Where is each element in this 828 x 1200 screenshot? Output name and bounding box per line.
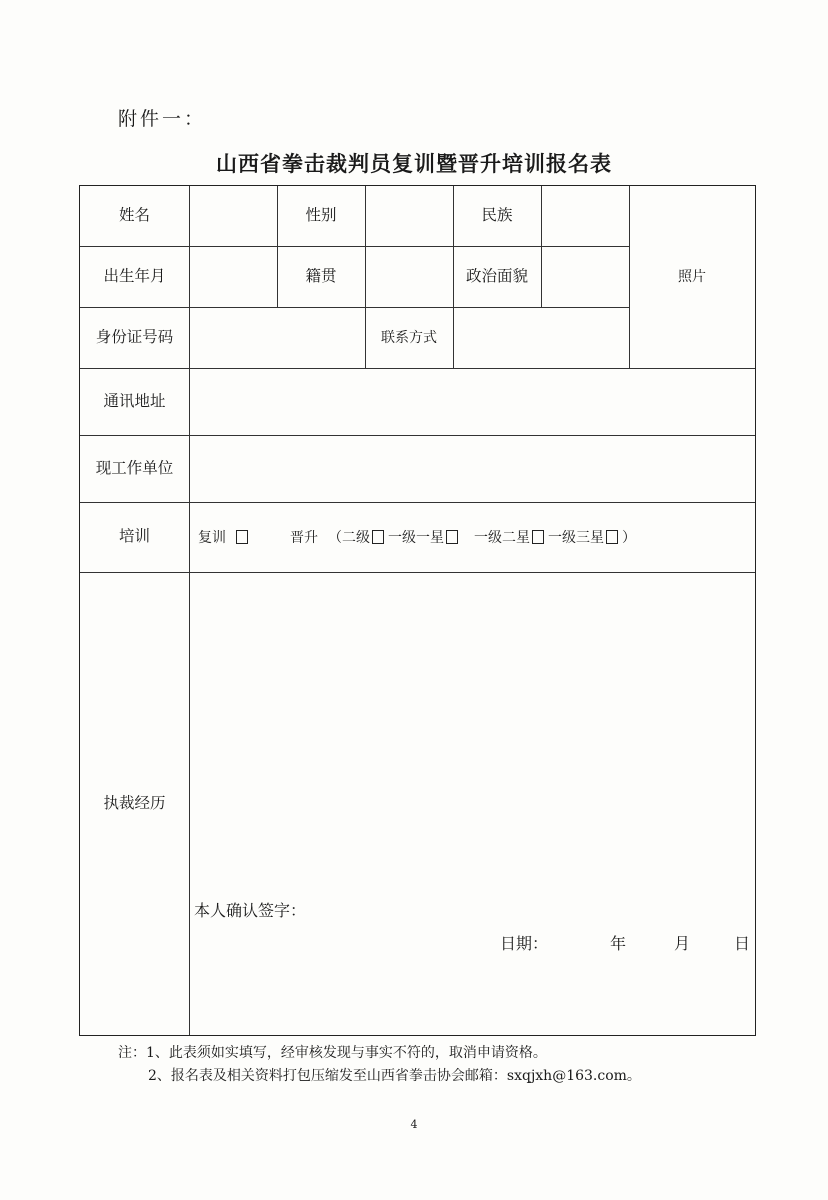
note-line: 2、报名表及相关资料打包压缩发至山西省拳击协会邮箱：sxqjxh@163.com。 (148, 1068, 641, 1084)
signature-label: 本人确认签字： (194, 901, 307, 920)
native-field[interactable] (365, 246, 453, 307)
experience-label: 执裁经历 (103, 793, 166, 812)
id-label: 身份证号码 (95, 327, 174, 346)
name-field[interactable] (189, 186, 277, 246)
address-label: 通讯地址 (103, 391, 166, 410)
gender-label: 性别 (305, 206, 337, 225)
open-paren: （ (328, 530, 342, 546)
year-label: 年 (610, 934, 627, 953)
level-checkbox[interactable] (372, 530, 384, 544)
level-label: 一级三星 (548, 530, 604, 546)
level-label: 一级二星 (474, 530, 530, 546)
work-label: 现工作单位 (95, 458, 174, 477)
page-number: 4 (410, 1118, 418, 1131)
level-label: 二级 (342, 530, 370, 546)
gender-field[interactable] (365, 186, 453, 246)
ethnicity-label: 民族 (481, 206, 513, 225)
attachment-label: 附件一： (118, 108, 207, 130)
political-label: 政治面貌 (465, 266, 528, 285)
retrain-label: 复训 (198, 530, 226, 546)
level-checkbox[interactable] (606, 530, 618, 544)
close-paren: ） (622, 530, 636, 546)
political-field[interactable] (541, 246, 629, 307)
name-label: 姓名 (118, 206, 150, 225)
contact-field[interactable] (453, 307, 629, 368)
note-line: 注：1、此表须如实填写，经审核发现与事实不符的，取消申请资格。 (118, 1045, 547, 1061)
promotion-label: 晋升 (290, 530, 318, 546)
birth-field[interactable] (189, 246, 277, 307)
photo-area[interactable]: 照片 (678, 269, 706, 285)
day-label: 日 (734, 934, 751, 953)
work-field[interactable] (189, 435, 755, 502)
contact-label: 联系方式 (381, 329, 437, 346)
notes (118, 1042, 641, 1088)
ethnicity-field[interactable] (541, 186, 629, 246)
training-label: 培训 (118, 527, 150, 546)
level-checkbox[interactable] (446, 530, 458, 544)
form-title: 山西省拳击裁判员复训暨晋升培训报名表 (216, 151, 612, 176)
registration-form (79, 185, 756, 1036)
retrain-checkbox[interactable] (236, 530, 248, 544)
date-label: 日期： (500, 934, 549, 953)
training-options (198, 527, 636, 547)
native-label: 籍贯 (305, 266, 337, 285)
id-field[interactable] (189, 307, 365, 368)
month-label: 月 (674, 934, 691, 953)
level-label: 一级一星 (388, 530, 444, 546)
experience-field[interactable] (189, 572, 755, 1035)
birth-label: 出生年月 (103, 266, 166, 285)
address-field[interactable] (189, 368, 755, 435)
level-checkbox[interactable] (532, 530, 544, 544)
